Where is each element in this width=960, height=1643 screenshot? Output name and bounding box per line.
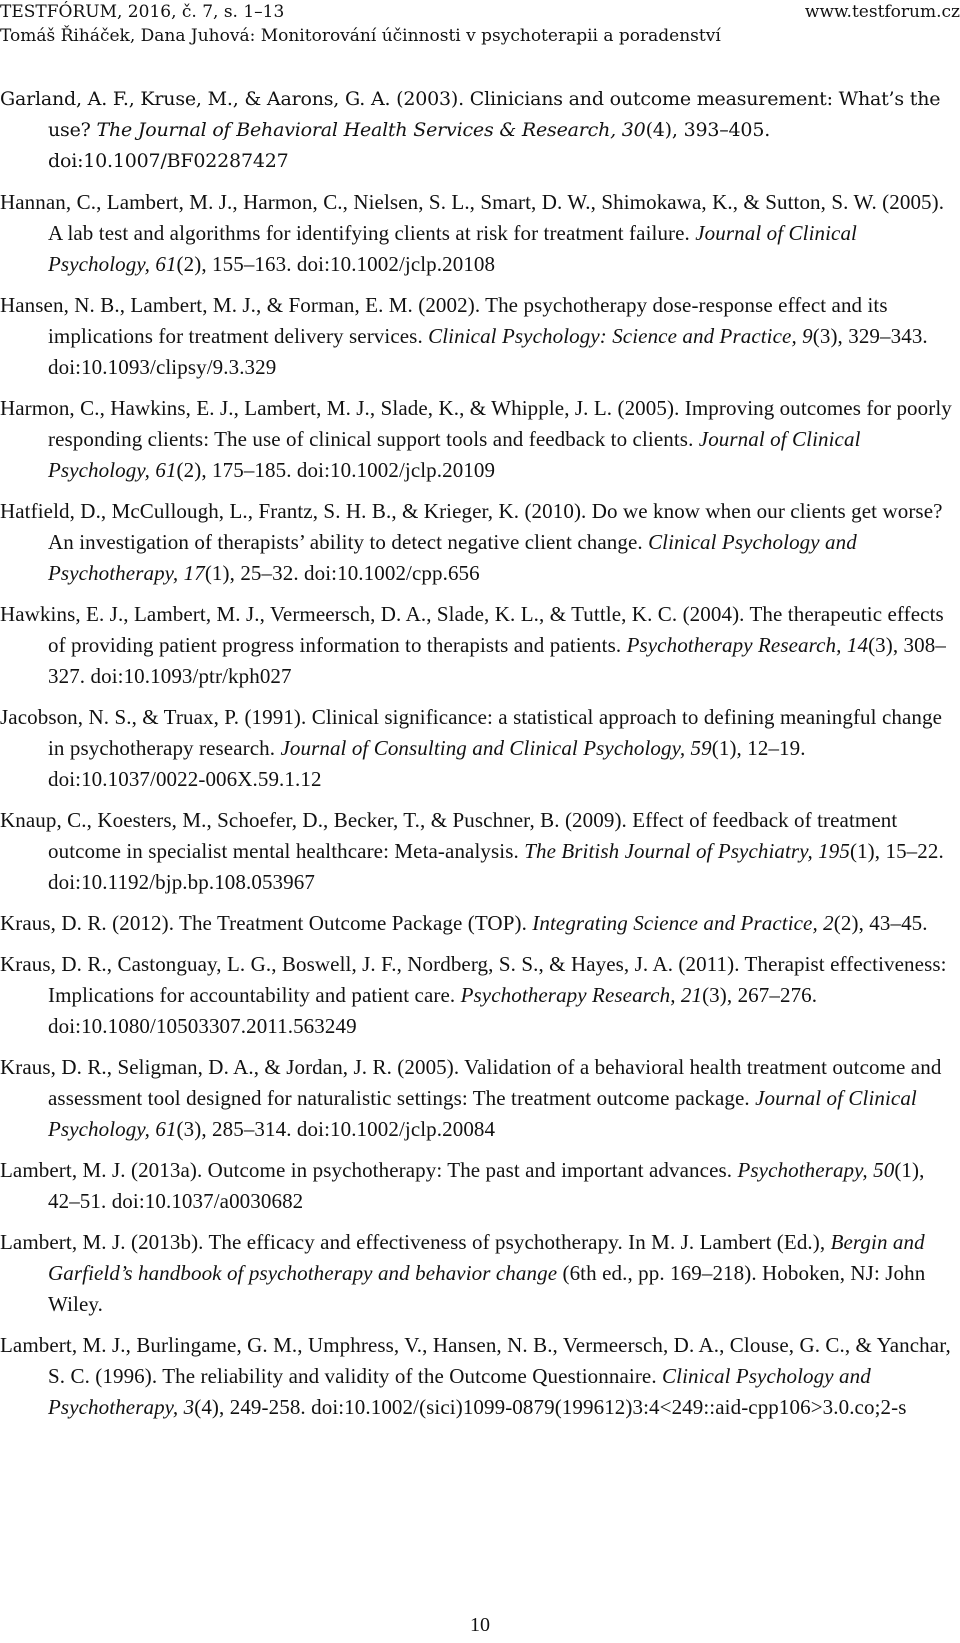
reference-details: (1), 15–22. doi:10.1192/bjp.bp.108.053967	[48, 839, 944, 894]
reference-details: (2), 175–185. doi:10.1002/jclp.20109	[176, 458, 496, 482]
reference-text: Lambert, M. J. (2013a). Outcome in psychotherapy: The past and important advances.	[0, 1158, 738, 1182]
reference-source: Journal of Clinical Psychology, 61	[48, 1086, 917, 1141]
reference-details: (2), 43–45.	[833, 911, 928, 935]
header-top-row	[0, 0, 960, 24]
reference-source: Clinical Psychology: Science and Practice, 9	[428, 324, 813, 348]
reference-details: (3), 267–276. doi:10.1080/10503307.2011.563249	[48, 983, 818, 1038]
reference-source: Psychotherapy, 50	[737, 1158, 895, 1182]
reference-source: Clinical Psychology and Psychotherapy, 3	[48, 1364, 871, 1419]
reference-item	[0, 1227, 956, 1320]
reference-details: (1), 25–32. doi:10.1002/cpp.656	[204, 561, 480, 585]
reference-item	[0, 290, 956, 383]
reference-details: (6th ed., pp. 169–218). Hoboken, NJ: John Wiley.	[48, 1261, 926, 1316]
reference-item	[0, 1052, 956, 1145]
reference-text: Hannan, C., Lambert, M. J., Harmon, C., Nielsen, S. L., Smart, D. W., Shimokawa, K., & Sutton, S. W. (2005). A lab test and algorithms for identifying clients at risk for treatment failure.	[0, 190, 945, 245]
reference-text: Kraus, D. R., Castonguay, L. G., Boswell, J. F., Nordberg, S. S., & Hayes, J. A. (2011). Therapist effectiveness: Implications for accountability and patient care.	[0, 952, 947, 1007]
journal-issue: TESTFÓRUM, 2016, č. 7, s. 1–13	[0, 2, 285, 22]
reference-source: Journal of Consulting and Clinical Psychology, 59	[280, 736, 712, 760]
article-authors-title: Tomáš Řiháček, Dana Juhová: Monitorování účinnosti v psychoterapii a poradenství	[0, 26, 721, 46]
reference-text: Harmon, C., Hawkins, E. J., Lambert, M. J., Slade, K., & Whipple, J. L. (2005). Improving outcomes for poorly responding clients: The use of clinical support tools and feedback to clients.	[0, 396, 952, 451]
reference-item	[0, 84, 956, 177]
reference-details: (3), 285–314. doi:10.1002/jclp.20084	[176, 1117, 496, 1141]
reference-source: Bergin and Garfield’s handbook of psychotherapy and behavior change	[48, 1230, 925, 1285]
reference-text: Kraus, D. R., Seligman, D. A., & Jordan, J. R. (2005). Validation of a behavioral health treatment outcome and assessment tool designed for naturalistic settings: The treatment outcome package.	[0, 1055, 942, 1110]
reference-source: The British Journal of Psychiatry, 195	[524, 839, 850, 863]
reference-item	[0, 949, 956, 1042]
reference-item	[0, 1330, 956, 1423]
reference-text: Knaup, C., Koesters, M., Schoefer, D., Becker, T., & Puschner, B. (2009). Effect of feedback of treatment outcome in specialist mental healthcare: Meta-analysis.	[0, 808, 898, 863]
reference-source: Psychotherapy Research, 14	[626, 633, 869, 657]
reference-item	[0, 702, 956, 795]
running-header	[0, 0, 960, 48]
reference-item	[0, 908, 956, 939]
reference-details: (1), 12–19. doi:10.1037/0022-006X.59.1.12	[48, 736, 806, 791]
reference-item	[0, 1155, 956, 1217]
reference-item	[0, 805, 956, 898]
reference-item	[0, 393, 956, 486]
reference-text: Kraus, D. R. (2012). The Treatment Outcome Package (TOP).	[0, 911, 533, 935]
reference-item	[0, 599, 956, 692]
reference-text: Jacobson, N. S., & Truax, P. (1991). Clinical significance: a statistical approach to defining meaningful change in psychotherapy research.	[0, 705, 943, 760]
reference-text: Hansen, N. B., Lambert, M. J., & Forman, E. M. (2002). The psychotherapy dose-response effect and its implications for treatment delivery services.	[0, 293, 888, 348]
reference-item	[0, 496, 956, 589]
reference-details: (3), 329–343. doi:10.1093/clipsy/9.3.329	[48, 324, 928, 379]
reference-source: The Journal of Behavioral Health Services & Research, 30	[96, 119, 646, 141]
reference-source: Integrating Science and Practice, 2	[532, 911, 834, 935]
reference-text: Hawkins, E. J., Lambert, M. J., Vermeersch, D. A., Slade, K. L., & Tuttle, K. C. (2004). The therapeutic effects of providing patient progress information to therapists and patients.	[0, 602, 944, 657]
reference-source: Journal of Clinical Psychology, 61	[48, 221, 857, 276]
reference-details: (3), 308–327. doi:10.1093/ptr/kph027	[48, 633, 946, 688]
reference-text: Hatfield, D., McCullough, L., Frantz, S. H. B., & Krieger, K. (2010). Do we know when our clients get worse? An investigation of therapists’ ability to detect negative client change.	[0, 499, 943, 554]
reference-list	[0, 84, 956, 1433]
reference-text: Lambert, M. J., Burlingame, G. M., Umphress, V., Hansen, N. B., Vermeersch, D. A., Clouse, G. C., & Yanchar, S. C. (1996). The reliability and validity of the Outcome Questionnaire.	[0, 1333, 951, 1388]
reference-details: (1), 42–51. doi:10.1037/a0030682	[48, 1158, 925, 1213]
header-bottom-row	[0, 24, 960, 48]
reference-details: (2), 155–163. doi:10.1002/jclp.20108	[176, 252, 496, 276]
reference-details: (4), 393–405. doi:10.1007/BF02287427	[48, 119, 771, 172]
reference-text: Garland, A. F., Kruse, M., & Aarons, G. A. (2003). Clinicians and outcome measurement: What’s the use?	[0, 88, 941, 141]
reference-text: Lambert, M. J. (2013b). The efficacy and effectiveness of psychotherapy. In M. J. Lambert (Ed.),	[0, 1230, 831, 1254]
reference-details: (4), 249-258. doi:10.1002/(sici)1099-0879(199612)3:4<249::aid-cpp106>3.0.co;2-s	[194, 1395, 907, 1419]
reference-source: Journal of Clinical Psychology, 61	[48, 427, 861, 482]
reference-source: Psychotherapy Research, 21	[460, 983, 703, 1007]
journal-website[interactable]: www.testforum.cz	[804, 2, 960, 22]
page-number: 10	[470, 1614, 490, 1636]
reference-source: Clinical Psychology and Psychotherapy, 17	[48, 530, 857, 585]
reference-item	[0, 187, 956, 280]
